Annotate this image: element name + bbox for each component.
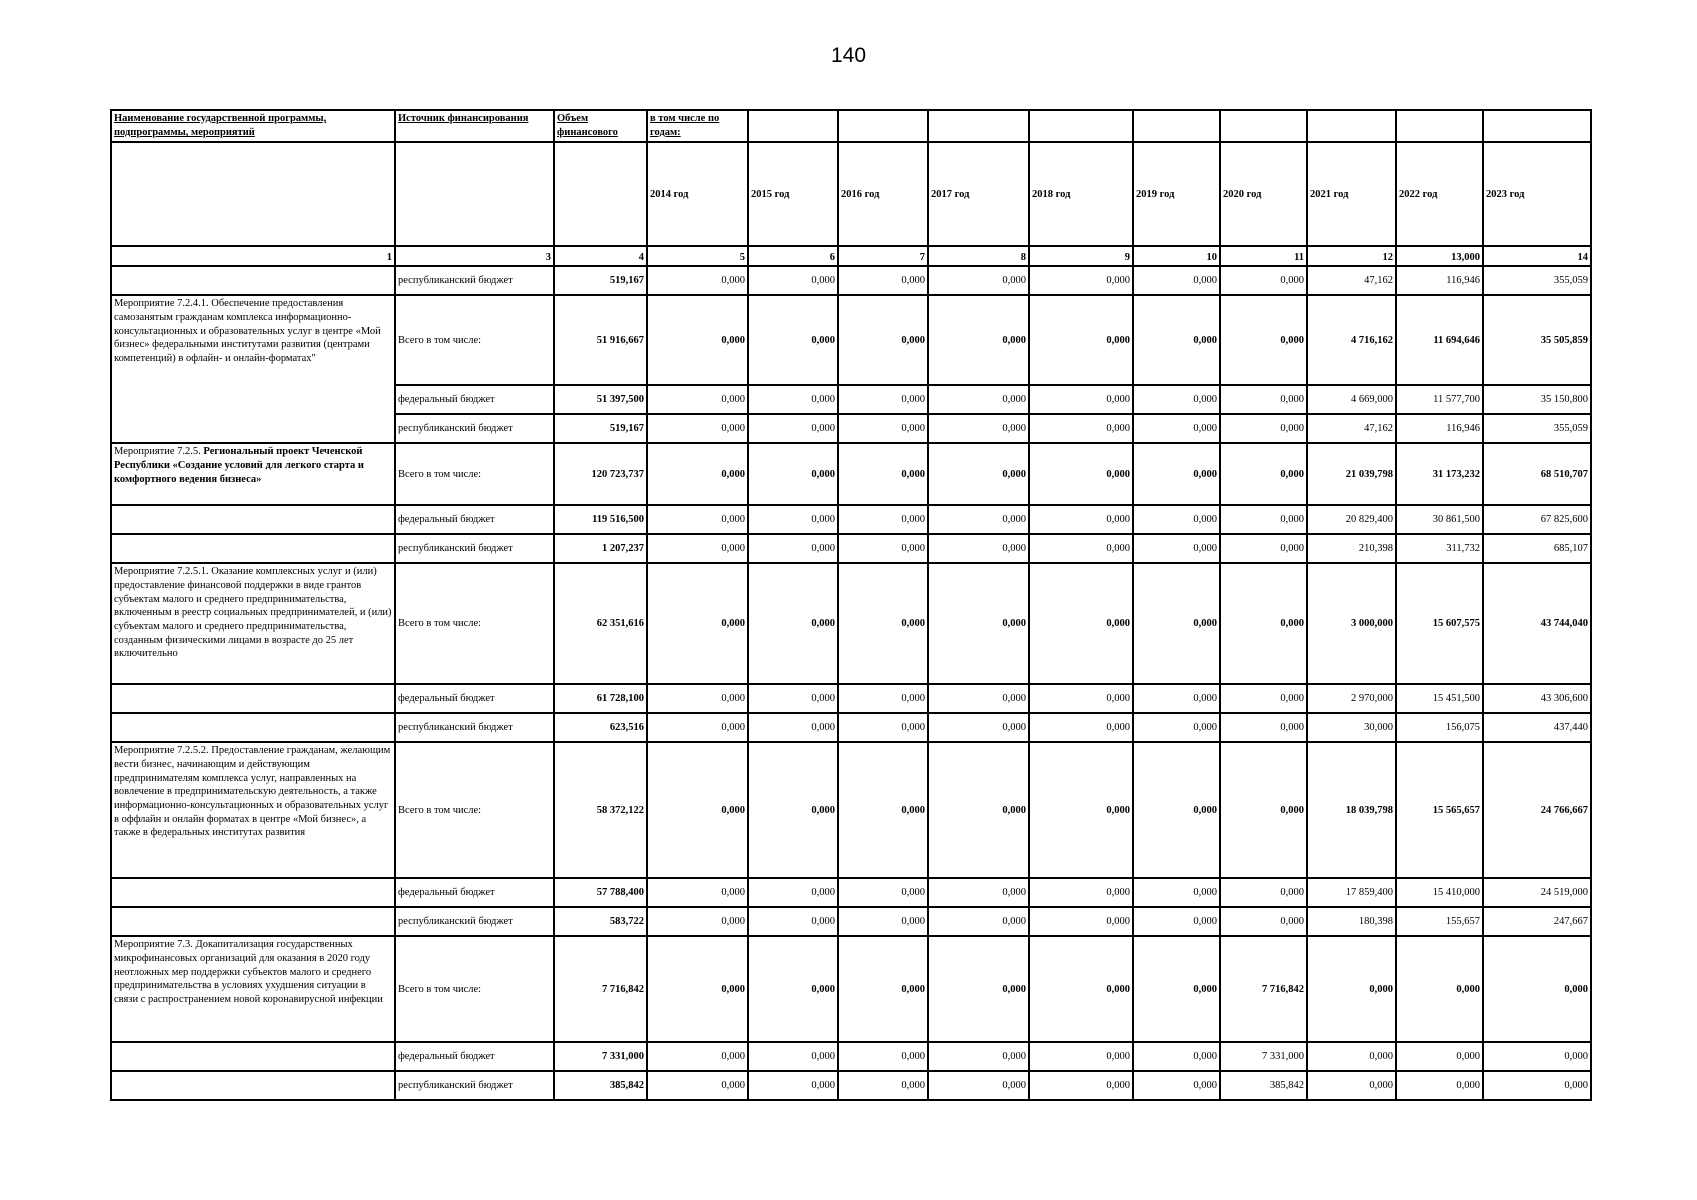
row-value: 180,398 (1307, 907, 1396, 936)
column-number: 14 (1483, 246, 1591, 266)
row-value: 0,000 (748, 266, 838, 295)
row-value: 0,000 (1029, 684, 1133, 713)
row-value: 0,000 (1029, 713, 1133, 742)
row-value: 0,000 (1133, 742, 1220, 878)
row-value: 0,000 (928, 385, 1029, 414)
column-number: 3 (395, 246, 554, 266)
row-value: 156,075 (1396, 713, 1483, 742)
row-value: 47,162 (1307, 266, 1396, 295)
row-value: 0,000 (1483, 1042, 1591, 1071)
row-value: 0,000 (928, 443, 1029, 505)
row-value: 0,000 (928, 563, 1029, 684)
row-value: 18 039,798 (1307, 742, 1396, 878)
row-value: 2 970,000 (1307, 684, 1396, 713)
row-value: 0,000 (647, 713, 748, 742)
row-name (111, 907, 395, 936)
row-value: 0,000 (1396, 936, 1483, 1042)
row-value: 116,946 (1396, 266, 1483, 295)
row-value: 0,000 (928, 907, 1029, 936)
row-value: 0,000 (1133, 295, 1220, 385)
row-source: федеральный бюджет (395, 684, 554, 713)
row-value: 0,000 (1133, 385, 1220, 414)
row-value: 0,000 (928, 684, 1029, 713)
row-value: 0,000 (647, 1071, 748, 1100)
row-value: 0,000 (838, 295, 928, 385)
row-value: 0,000 (1220, 385, 1307, 414)
financing-table (110, 109, 1592, 1101)
row-value: 0,000 (1029, 936, 1133, 1042)
column-number: 6 (748, 246, 838, 266)
row-value: 0,000 (1220, 907, 1307, 936)
row-value: 0,000 (838, 907, 928, 936)
row-value: 0,000 (748, 443, 838, 505)
row-value: 0,000 (748, 505, 838, 534)
row-value: 0,000 (1133, 563, 1220, 684)
row-value: 0,000 (647, 534, 748, 563)
row-value: 437,440 (1483, 713, 1591, 742)
row-value: 0,000 (838, 1042, 928, 1071)
row-value: 0,000 (1307, 1071, 1396, 1100)
year-header: 2022 год (1396, 142, 1483, 246)
year-header: 2020 год (1220, 142, 1307, 246)
row-name (111, 684, 395, 713)
row-source: федеральный бюджет (395, 505, 554, 534)
row-value: 35 150,800 (1483, 385, 1591, 414)
table-row (111, 266, 1591, 295)
column-number: 11 (1220, 246, 1307, 266)
row-value: 0,000 (1029, 443, 1133, 505)
column-number: 7 (838, 246, 928, 266)
row-value: 15 451,500 (1396, 684, 1483, 713)
row-name: Мероприятие 7.2.5.2. Предоставление гражданам, желающим вести бизнес, начинающим и действующим предпринимателям комплекса услуг, направленных на вовлечение в предпринимательскую деятельность, а также информационно-консультационных и образовательных услуг в оффлайн и онлайн форматах в центре «Мой бизнес», а также в федеральных институтах развития (111, 742, 395, 878)
column-number: 5 (647, 246, 748, 266)
row-value: 0,000 (647, 878, 748, 907)
table-row (111, 505, 1591, 534)
row-value: 43 744,040 (1483, 563, 1591, 684)
row-volume: 519,167 (554, 414, 647, 443)
row-value: 31 173,232 (1396, 443, 1483, 505)
row-value: 0,000 (1029, 878, 1133, 907)
row-value: 0,000 (1029, 414, 1133, 443)
row-value: 0,000 (838, 563, 928, 684)
row-value: 155,657 (1396, 907, 1483, 936)
row-value: 0,000 (1133, 878, 1220, 907)
row-value: 0,000 (1029, 385, 1133, 414)
row-value: 0,000 (748, 907, 838, 936)
row-name (111, 1071, 395, 1100)
row-value: 0,000 (1220, 505, 1307, 534)
row-value: 0,000 (1029, 1071, 1133, 1100)
row-value: 0,000 (838, 742, 928, 878)
row-value: 0,000 (838, 266, 928, 295)
row-volume: 385,842 (554, 1071, 647, 1100)
row-value: 7 331,000 (1220, 1042, 1307, 1071)
row-source: Всего в том числе: (395, 742, 554, 878)
row-volume: 1 207,237 (554, 534, 647, 563)
row-value: 0,000 (838, 713, 928, 742)
row-value: 0,000 (1220, 878, 1307, 907)
table-row (111, 936, 1591, 1042)
row-value: 0,000 (928, 266, 1029, 295)
row-value: 385,842 (1220, 1071, 1307, 1100)
row-value: 0,000 (1220, 713, 1307, 742)
column-number: 4 (554, 246, 647, 266)
row-value: 30,000 (1307, 713, 1396, 742)
row-value: 0,000 (647, 295, 748, 385)
row-source: республиканский бюджет (395, 907, 554, 936)
column-number: 8 (928, 246, 1029, 266)
table-row (111, 878, 1591, 907)
row-value: 0,000 (647, 907, 748, 936)
page-number: 140 (830, 44, 867, 67)
row-value: 0,000 (1307, 1042, 1396, 1071)
row-value: 0,000 (748, 684, 838, 713)
row-value: 355,059 (1483, 266, 1591, 295)
row-value: 0,000 (1133, 534, 1220, 563)
row-value: 0,000 (838, 414, 928, 443)
row-value: 0,000 (928, 295, 1029, 385)
row-source: республиканский бюджет (395, 534, 554, 563)
row-value: 0,000 (1220, 266, 1307, 295)
row-volume: 583,722 (554, 907, 647, 936)
row-value: 30 861,500 (1396, 505, 1483, 534)
row-value: 247,667 (1483, 907, 1591, 936)
column-number: 10 (1133, 246, 1220, 266)
row-value: 210,398 (1307, 534, 1396, 563)
row-value: 7 716,842 (1220, 936, 1307, 1042)
row-value: 0,000 (838, 684, 928, 713)
table-row (111, 563, 1591, 684)
row-value: 0,000 (1133, 1071, 1220, 1100)
row-source: Всего в том числе: (395, 295, 554, 385)
row-value: 0,000 (928, 1071, 1029, 1100)
year-header: 2021 год (1307, 142, 1396, 246)
row-source: республиканский бюджет (395, 1071, 554, 1100)
row-source: республиканский бюджет (395, 713, 554, 742)
table-row (111, 684, 1591, 713)
row-value: 311,732 (1396, 534, 1483, 563)
row-volume: 623,516 (554, 713, 647, 742)
row-value: 15 607,575 (1396, 563, 1483, 684)
row-name (111, 878, 395, 907)
row-value: 355,059 (1483, 414, 1591, 443)
header-source: Источник финансирования (395, 110, 554, 142)
header-volume: Объем финансового (554, 110, 647, 142)
row-value: 11 694,646 (1396, 295, 1483, 385)
row-volume: 51 916,667 (554, 295, 647, 385)
row-value: 0,000 (1307, 936, 1396, 1042)
column-number: 1 (111, 246, 395, 266)
row-value: 116,946 (1396, 414, 1483, 443)
row-value: 24 519,000 (1483, 878, 1591, 907)
row-volume: 61 728,100 (554, 684, 647, 713)
row-value: 0,000 (647, 936, 748, 1042)
row-value: 0,000 (647, 1042, 748, 1071)
row-value: 15 565,657 (1396, 742, 1483, 878)
row-value: 0,000 (1220, 443, 1307, 505)
year-header: 2016 год (838, 142, 928, 246)
row-value: 0,000 (1220, 534, 1307, 563)
row-volume: 120 723,737 (554, 443, 647, 505)
row-value: 0,000 (928, 878, 1029, 907)
row-value: 17 859,400 (1307, 878, 1396, 907)
row-value: 0,000 (647, 443, 748, 505)
table-row (111, 295, 1591, 385)
row-source: республиканский бюджет (395, 414, 554, 443)
row-value: 0,000 (928, 713, 1029, 742)
row-value: 0,000 (1396, 1071, 1483, 1100)
column-numbers-row (111, 246, 1591, 266)
row-name (111, 1042, 395, 1071)
row-value: 0,000 (838, 505, 928, 534)
row-value: 67 825,600 (1483, 505, 1591, 534)
row-value: 0,000 (838, 936, 928, 1042)
row-value: 0,000 (1029, 505, 1133, 534)
row-value: 0,000 (1133, 684, 1220, 713)
row-value: 0,000 (647, 266, 748, 295)
row-volume: 58 372,122 (554, 742, 647, 878)
row-value: 0,000 (1396, 1042, 1483, 1071)
row-value: 0,000 (1483, 1071, 1591, 1100)
header-name: Наименование государственной программы, подпрограммы, мероприятий (111, 110, 395, 142)
table-row (111, 1071, 1591, 1100)
row-name: Мероприятие 7.3. Докапитализация государственных микрофинансовых организаций для оказания в 2020 году неотложных мер поддержки субъектов малого и среднего предпринимательства в условиях ухудшения ситуации в связи с распространением новой коронавирусной инфекции (111, 936, 395, 1042)
row-name: Мероприятие 7.2.4.1. Обеспечение предоставления самозанятым гражданам комплекса информационно-консультационных и образовательных услуг в центре «Мой бизнес» федеральными институтами развития (центрами компетенций) в офлайн- и онлайн-форматах" (111, 295, 395, 443)
row-value: 0,000 (748, 295, 838, 385)
row-value: 11 577,700 (1396, 385, 1483, 414)
row-value: 0,000 (928, 534, 1029, 563)
row-volume: 7 331,000 (554, 1042, 647, 1071)
row-value: 685,107 (1483, 534, 1591, 563)
row-name (111, 505, 395, 534)
table-row (111, 443, 1591, 505)
row-volume: 119 516,500 (554, 505, 647, 534)
row-value: 0,000 (1029, 266, 1133, 295)
row-value: 0,000 (748, 385, 838, 414)
row-volume: 51 397,500 (554, 385, 647, 414)
row-value: 0,000 (1029, 563, 1133, 684)
row-value: 35 505,859 (1483, 295, 1591, 385)
row-value: 0,000 (1220, 742, 1307, 878)
row-source: федеральный бюджет (395, 385, 554, 414)
table-row (111, 907, 1591, 936)
row-value: 4 669,000 (1307, 385, 1396, 414)
row-value: 0,000 (1029, 295, 1133, 385)
row-name: Мероприятие 7.2.5. Региональный проект Чеченской Республики «Создание условий для легкого старта и комфортного ведения бизнеса» (111, 443, 395, 505)
row-value: 0,000 (647, 684, 748, 713)
row-value: 24 766,667 (1483, 742, 1591, 878)
row-value: 0,000 (1133, 414, 1220, 443)
row-value: 0,000 (1133, 266, 1220, 295)
row-name (111, 266, 395, 295)
row-value: 21 039,798 (1307, 443, 1396, 505)
column-number: 13,000 (1396, 246, 1483, 266)
row-value: 0,000 (928, 1042, 1029, 1071)
row-value: 3 000,000 (1307, 563, 1396, 684)
row-value: 0,000 (1483, 936, 1591, 1042)
row-value: 0,000 (838, 878, 928, 907)
column-number: 9 (1029, 246, 1133, 266)
row-source: федеральный бюджет (395, 1042, 554, 1071)
row-source: федеральный бюджет (395, 878, 554, 907)
row-value: 0,000 (838, 1071, 928, 1100)
row-value: 0,000 (748, 534, 838, 563)
row-value: 0,000 (1133, 1042, 1220, 1071)
year-header: 2017 год (928, 142, 1029, 246)
row-name: Мероприятие 7.2.5.1. Оказание комплексных услуг и (или) предоставление финансовой поддержки в виде грантов субъектам малого и среднего предпринимательства, включенным в реестр социальных предпринимателей, и (или) субъектам малого и среднего предпринимательства, созданным физическими лицами в возрасте до 25 лет включительно (111, 563, 395, 684)
row-value: 47,162 (1307, 414, 1396, 443)
row-value: 0,000 (647, 505, 748, 534)
row-value: 68 510,707 (1483, 443, 1591, 505)
row-value: 0,000 (1133, 907, 1220, 936)
row-value: 0,000 (748, 1071, 838, 1100)
row-value: 0,000 (928, 936, 1029, 1042)
row-source: Всего в том числе: (395, 443, 554, 505)
year-header: 2015 год (748, 142, 838, 246)
row-value: 0,000 (748, 742, 838, 878)
table-row (111, 713, 1591, 742)
row-source: Всего в том числе: (395, 936, 554, 1042)
row-value: 0,000 (647, 563, 748, 684)
row-value: 0,000 (647, 385, 748, 414)
row-value: 0,000 (838, 443, 928, 505)
row-value: 0,000 (748, 414, 838, 443)
row-value: 0,000 (1220, 295, 1307, 385)
row-value: 0,000 (928, 742, 1029, 878)
row-name (111, 534, 395, 563)
row-value: 0,000 (838, 385, 928, 414)
row-value: 0,000 (1133, 936, 1220, 1042)
row-value: 15 410,000 (1396, 878, 1483, 907)
row-volume: 62 351,616 (554, 563, 647, 684)
row-value: 0,000 (1220, 684, 1307, 713)
row-volume: 7 716,842 (554, 936, 647, 1042)
row-value: 20 829,400 (1307, 505, 1396, 534)
year-header: 2014 год (647, 142, 748, 246)
table-row (111, 742, 1591, 878)
years-row (111, 142, 1591, 246)
year-header: 2019 год (1133, 142, 1220, 246)
row-volume: 519,167 (554, 266, 647, 295)
row-value: 0,000 (748, 713, 838, 742)
row-value: 0,000 (647, 742, 748, 878)
row-value: 0,000 (1133, 713, 1220, 742)
row-value: 0,000 (1029, 534, 1133, 563)
row-value: 43 306,600 (1483, 684, 1591, 713)
year-header: 2023 год (1483, 142, 1591, 246)
header-years: в том числе по годам: (647, 110, 748, 142)
row-name (111, 713, 395, 742)
row-value: 0,000 (748, 936, 838, 1042)
row-value: 0,000 (1133, 443, 1220, 505)
row-volume: 57 788,400 (554, 878, 647, 907)
column-number: 12 (1307, 246, 1396, 266)
row-value: 0,000 (928, 414, 1029, 443)
row-value: 0,000 (748, 563, 838, 684)
row-value: 0,000 (1133, 505, 1220, 534)
row-value: 0,000 (1220, 414, 1307, 443)
row-value: 0,000 (1029, 907, 1133, 936)
header-row (111, 110, 1591, 142)
row-source: республиканский бюджет (395, 266, 554, 295)
row-value: 0,000 (928, 505, 1029, 534)
row-value: 4 716,162 (1307, 295, 1396, 385)
row-value: 0,000 (1029, 742, 1133, 878)
row-value: 0,000 (748, 1042, 838, 1071)
row-value: 0,000 (748, 878, 838, 907)
table-row (111, 1042, 1591, 1071)
row-value: 0,000 (647, 414, 748, 443)
row-source: Всего в том числе: (395, 563, 554, 684)
row-value: 0,000 (1220, 563, 1307, 684)
row-value: 0,000 (1029, 1042, 1133, 1071)
table-row (111, 534, 1591, 563)
row-value: 0,000 (838, 534, 928, 563)
year-header: 2018 год (1029, 142, 1133, 246)
